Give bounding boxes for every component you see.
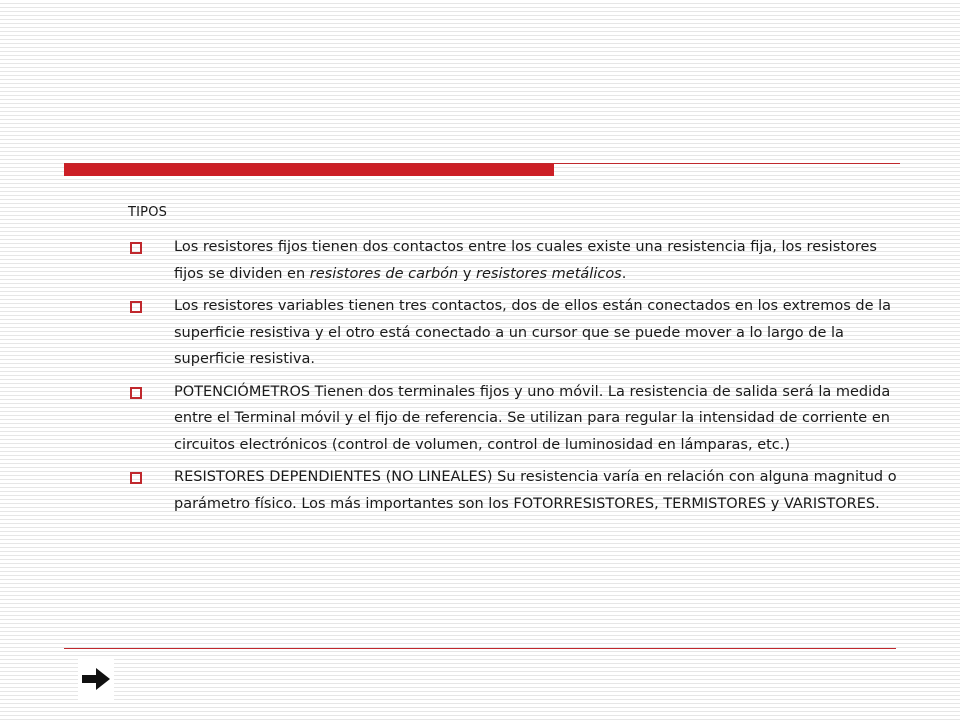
square-bullet-icon [130,242,142,254]
title-accent-bar [64,164,554,176]
bullet-text: RESISTORES DEPENDIENTES (NO LINEALES) Su resistencia varía en relación con alguna magnitud o parámetro físico. Los más importantes son los FOTORRESISTORES, TERMISTORES y VARISTORES. [174,469,897,512]
section-heading: TIPOS [128,205,168,220]
bullet-list [128,234,908,517]
bullet-item-dependent-resistors [128,464,908,517]
bullet-text-part: Los resistores fijos tienen dos contactos entre los cuales existe una resistencia fija, los resistores fijos se dividen en [174,239,877,282]
carbon-resistors-term: resistores de carbón [309,265,459,282]
bullet-text-part: y [458,265,477,282]
bullet-item-potentiometers [128,379,908,459]
square-bullet-icon [130,472,142,484]
bottom-divider-line [64,648,896,649]
bullet-text: POTENCIÓMETROS Tienen dos terminales fijos y uno móvil. La resistencia de salida será la medida entre el Terminal móvil y el fijo de referencia. Se utilizan para regular la intensidad de corriente en circuitos electrónicos (control de volumen, control de luminosidad en lámparas, etc.) [174,383,891,453]
right-arrow-icon [79,664,113,694]
bullet-text-part: . [621,265,627,282]
square-bullet-icon [130,387,142,399]
next-slide-button[interactable] [78,658,114,700]
bullet-item-variable-resistors [128,293,908,373]
bullet-item-fixed-resistors [128,234,908,287]
slide-content [128,202,908,523]
bullet-text [174,234,908,287]
square-bullet-icon [130,301,142,313]
bullet-text: Los resistores variables tienen tres contactos, dos de ellos están conectados en los extremos de la superficie resistiva y el otro está conectado a un cursor que se puede mover a lo largo de la superficie resistiva. [174,298,892,367]
metallic-resistors-term: resistores metálicos [476,265,622,282]
